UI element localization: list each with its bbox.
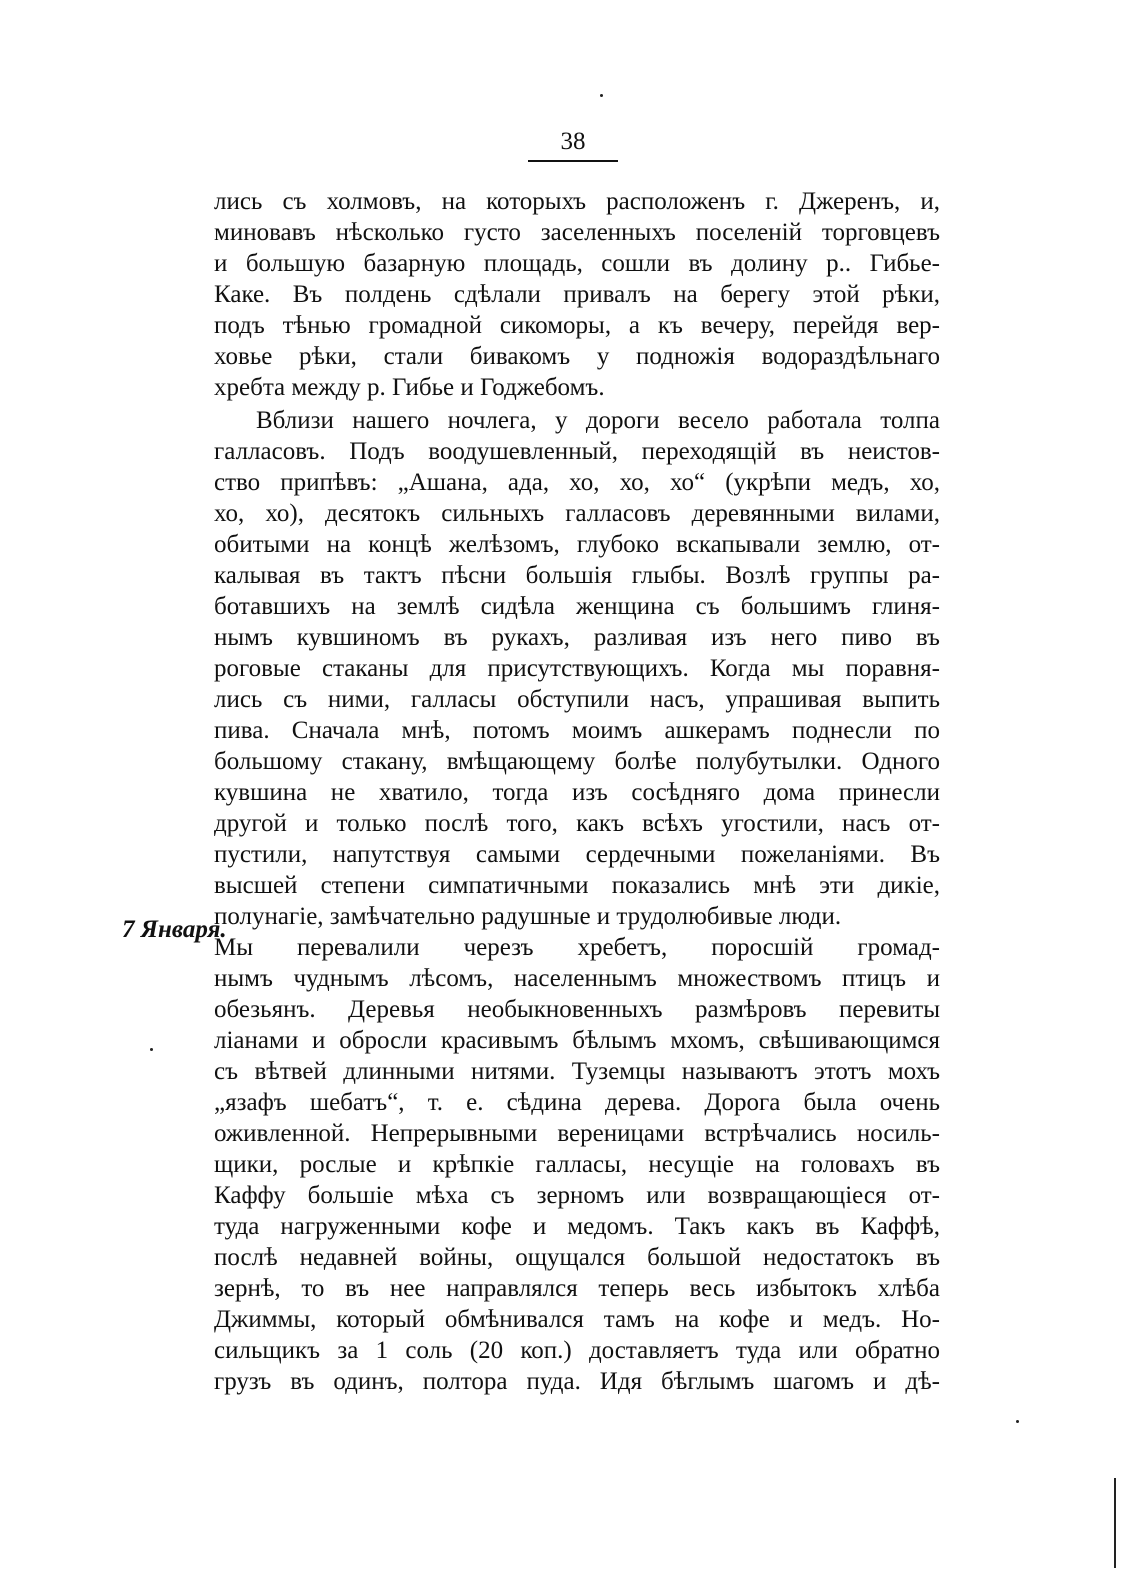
text-line: „язафъ шебатъ“, т. е. сѣдина дерева. Дорога была очень (214, 1089, 940, 1116)
text-line: ство припѣвъ: „Ашана, ада, хо, хо, хо“ (укрѣпи медъ, хо, (214, 469, 940, 496)
text-line: Вблизи нашего ночлега, у дороги весело работала толпа (256, 407, 940, 434)
text-line: кувшина не хватило, тогда изъ сосѣдняго дома принесли (214, 779, 940, 806)
text-line: оживленной. Непрерывными вереницами встрѣчались носиль- (214, 1120, 940, 1147)
text-line: обезьянъ. Деревья необыкновенныхъ размѣровъ перевиты (214, 996, 940, 1023)
text-line: Мы перевалили черезъ хребетъ, поросшій громад- (214, 934, 940, 961)
text-line: ховье рѣки, стали бивакомъ у подножія водораздѣльнаго (214, 343, 940, 370)
text-line: послѣ недавней войны, ощущался большой недостатокъ въ (214, 1244, 940, 1271)
page-number: 38 (528, 126, 618, 162)
scan-speck (600, 94, 603, 97)
text-line: большому стакану, вмѣщающему болѣе полубутылки. Одного (214, 748, 940, 775)
text-line: щики, рослые и крѣпкіе галласы, несущіе на головахъ въ (214, 1151, 940, 1178)
text-line: и большую базарную площадь, сошли въ долину р.. Гибье- (214, 250, 940, 277)
text-line: сильщикъ за 1 соль (20 коп.) доставляетъ туда или обратно (214, 1337, 940, 1364)
text-line: нымъ чуднымъ лѣсомъ, населеннымъ множествомъ птицъ и (214, 965, 940, 992)
paragraph (214, 405, 940, 932)
text-line: высшей степени симпатичными показались мнѣ эти дикіе, (214, 872, 940, 899)
paragraph (214, 932, 940, 1397)
text-line: миновавъ нѣсколько густо заселенныхъ поселеній торговцевъ (214, 219, 940, 246)
text-line: калывая въ тактъ пѣсни большія глыбы. Возлѣ группы ра- (214, 562, 940, 589)
text-line: пива. Сначала мнѣ, потомъ моимъ ашкерамъ поднесли по (214, 717, 940, 744)
text-line: роговые стаканы для присутствующихъ. Когда мы поравня- (214, 655, 940, 682)
text-line: другой и только послѣ того, какъ всѣхъ угостили, насъ от- (214, 810, 940, 837)
text-line: зернѣ, то въ нее направлялся теперь весь избытокъ хлѣба (214, 1275, 940, 1302)
paragraph (214, 186, 940, 403)
scan-speck (1016, 1420, 1019, 1423)
text-line: пустили, напутствуя самыми сердечными пожеланіями. Въ (214, 841, 940, 868)
text-line: туда нагруженными кофе и медомъ. Такъ какъ въ Каффѣ, (214, 1213, 940, 1240)
text-line: полунагіе, замѣчательно радушные и трудолюбивые люди. (214, 903, 842, 930)
text-line: обитыми на концѣ желѣзомъ, глубоко вскапывали землю, от- (214, 531, 940, 558)
text-line: галласовъ. Подъ воодушевленный, переходящій въ неистов- (214, 438, 940, 465)
text-line: хребта между р. Гибье и Годжебомъ. (214, 374, 605, 401)
text-line: грузъ въ одинъ, полтора пуда. Идя бѣглымъ шагомъ и дѣ- (214, 1368, 940, 1395)
text-line: подъ тѣнью громадной сикоморы, а къ вечеру, перейдя вер- (214, 312, 940, 339)
text-line: Каффу большіе мѣха съ зерномъ или возвращающіеся от- (214, 1182, 940, 1209)
text-line: Каке. Въ полдень сдѣлали привалъ на берегу этой рѣки, (214, 281, 940, 308)
text-line: хо, хо), десятокъ сильныхъ галласовъ деревянными вилами, (214, 500, 940, 527)
text-line: лись съ холмовъ, на которыхъ расположенъ г. Джеренъ, и, (214, 188, 940, 215)
date-heading: 7 Января. (122, 916, 227, 943)
text-line: лись съ ними, галласы обступили насъ, упрашивая выпить (214, 686, 940, 713)
scan-speck (150, 1048, 153, 1051)
body-text (214, 186, 940, 1397)
text-line: съ вѣтвей длинными нитями. Туземцы называютъ этотъ мохъ (214, 1058, 940, 1085)
text-line: ботавшихъ на землѣ сидѣла женщина съ большимъ глиня- (214, 593, 940, 620)
text-line: ліанами и обросли красивымъ бѣлымъ мхомъ, свѣшивающимся (214, 1027, 940, 1054)
text-line: Джиммы, который обмѣнивался тамъ на кофе и медъ. Но- (214, 1306, 940, 1333)
scan-edge-mark (1114, 1478, 1116, 1568)
text-line: нымъ кувшиномъ въ рукахъ, разливая изъ него пиво въ (214, 624, 940, 651)
